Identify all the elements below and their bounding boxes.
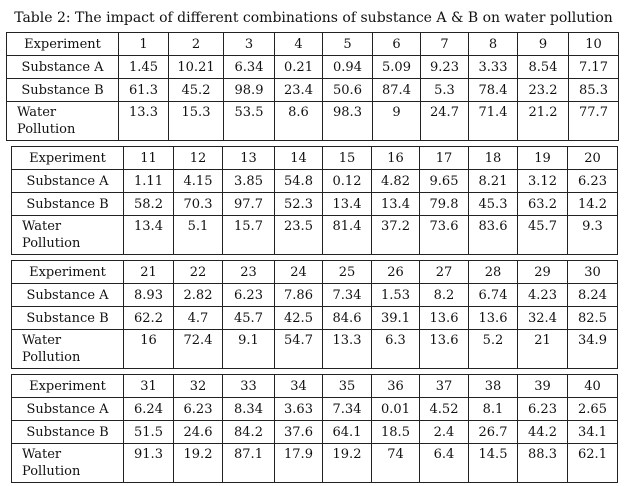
table-row-substance-a [12, 284, 618, 307]
table-row-water-pollution [12, 330, 618, 369]
table-cell: 39 [518, 375, 568, 398]
table-cell: 91.3 [124, 444, 174, 483]
row-label-experiment: Experiment [7, 33, 119, 56]
table-cell: 7.17 [569, 56, 619, 79]
row-label-water-pollution: Water Pollution [12, 330, 124, 369]
table-cell: 23.2 [518, 79, 569, 102]
table-cell: 21.2 [518, 102, 569, 141]
table-cell: 45.3 [469, 193, 518, 216]
table-cell: 19.2 [174, 444, 223, 483]
table-cell: 32.4 [518, 307, 568, 330]
table-cell: 28 [469, 261, 518, 284]
table-cell: 9 [373, 102, 421, 141]
table-cell: 16 [372, 147, 420, 170]
row-label-experiment: Experiment [12, 261, 124, 284]
table-cell: 87.4 [373, 79, 421, 102]
table-cell: 18.5 [372, 421, 420, 444]
table-cell: 62.1 [568, 444, 618, 483]
table-cell: 13.6 [420, 330, 469, 369]
table-cell: 35 [323, 375, 372, 398]
row-label-substance-b: Substance B [12, 307, 124, 330]
table-cell: 16 [124, 330, 174, 369]
table-cell: 38 [469, 375, 518, 398]
table-cell: 13.4 [372, 193, 420, 216]
table-cell: 24.7 [421, 102, 469, 141]
table-cell: 5.1 [174, 216, 223, 255]
table-cell: 6.4 [420, 444, 469, 483]
table-cell: 26 [372, 261, 420, 284]
table-cell: 2.4 [420, 421, 469, 444]
table-cell: 13.6 [469, 307, 518, 330]
row-label-water-pollution: Water Pollution [7, 102, 119, 141]
table-cell: 81.4 [323, 216, 372, 255]
row-label-substance-a: Substance A [12, 170, 124, 193]
table-cell: 45.2 [169, 79, 224, 102]
table-cell: 45.7 [223, 307, 275, 330]
table-row-water-pollution [7, 102, 619, 141]
table-cell: 0.12 [323, 170, 372, 193]
table-cell: 3 [224, 33, 275, 56]
table-cell: 6.23 [174, 398, 223, 421]
table-cell: 77.7 [569, 102, 619, 141]
table-row-substance-b [12, 193, 618, 216]
table-cell: 36 [372, 375, 420, 398]
table-cell: 8.93 [124, 284, 174, 307]
table-cell: 6.3 [372, 330, 420, 369]
table-cell: 4.52 [420, 398, 469, 421]
table-cell: 15 [323, 147, 372, 170]
table-cell: 0.21 [275, 56, 323, 79]
table-cell: 97.7 [223, 193, 275, 216]
table-cell: 14 [275, 147, 323, 170]
table-row-experiment [12, 147, 618, 170]
data-table-block-2 [11, 146, 618, 255]
table-cell: 6.23 [223, 284, 275, 307]
table-cell: 63.2 [518, 193, 568, 216]
table-cell: 7 [421, 33, 469, 56]
table-cell: 54.8 [275, 170, 323, 193]
table-cell: 9.3 [568, 216, 618, 255]
table-cell: 82.5 [568, 307, 618, 330]
table-cell: 23.4 [275, 79, 323, 102]
table-cell: 0.01 [372, 398, 420, 421]
table-cell: 2 [169, 33, 224, 56]
table-cell: 6.34 [224, 56, 275, 79]
table-cell: 4 [275, 33, 323, 56]
table-cell: 6.74 [469, 284, 518, 307]
table-cell: 64.1 [323, 421, 372, 444]
table-cell: 25 [323, 261, 372, 284]
table-cell: 98.3 [323, 102, 373, 141]
table-cell: 8.6 [275, 102, 323, 141]
table-cell: 37 [420, 375, 469, 398]
table-cell: 8.1 [469, 398, 518, 421]
table-cell: 6.23 [568, 170, 618, 193]
table-cell: 73.6 [420, 216, 469, 255]
table-cell: 58.2 [124, 193, 174, 216]
table-cell: 33 [223, 375, 275, 398]
table-cell: 5.09 [373, 56, 421, 79]
data-table-block-4 [11, 374, 618, 483]
table-cell: 39.1 [372, 307, 420, 330]
table-cell: 20 [568, 147, 618, 170]
table-cell: 34.9 [568, 330, 618, 369]
table-cell: 8.34 [223, 398, 275, 421]
table-row-experiment [12, 375, 618, 398]
table-cell: 26.7 [469, 421, 518, 444]
table-cell: 22 [174, 261, 223, 284]
table-cell: 19.2 [323, 444, 372, 483]
table-cell: 50.6 [323, 79, 373, 102]
table-cell: 42.5 [275, 307, 323, 330]
row-label-experiment: Experiment [12, 147, 124, 170]
table-row-experiment [12, 261, 618, 284]
table-cell: 4.23 [518, 284, 568, 307]
table-cell: 84.6 [323, 307, 372, 330]
table-cell: 62.2 [124, 307, 174, 330]
row-label-water-pollution: Water Pollution [12, 216, 124, 255]
row-label-substance-a: Substance A [12, 284, 124, 307]
data-table-block-3 [11, 260, 618, 369]
row-label-substance-a: Substance A [12, 398, 124, 421]
table-cell: 32 [174, 375, 223, 398]
table-cell: 72.4 [174, 330, 223, 369]
table-cell: 1 [119, 33, 169, 56]
row-label-water-pollution: Water Pollution [12, 444, 124, 483]
table-cell: 70.3 [174, 193, 223, 216]
table-cell: 9 [518, 33, 569, 56]
table-cell: 34.1 [568, 421, 618, 444]
table-cell: 10 [569, 33, 619, 56]
table-cell: 17 [420, 147, 469, 170]
table-row-substance-b [12, 307, 618, 330]
table-cell: 98.9 [224, 79, 275, 102]
table-cell: 2.82 [174, 284, 223, 307]
table-cell: 37.6 [275, 421, 323, 444]
table-cell: 13.3 [119, 102, 169, 141]
table-cell: 30 [568, 261, 618, 284]
table-cell: 14.2 [568, 193, 618, 216]
table-row-water-pollution [12, 444, 618, 483]
table-cell: 1.53 [372, 284, 420, 307]
table-cell: 40 [568, 375, 618, 398]
table-cell: 45.7 [518, 216, 568, 255]
table-cell: 23.5 [275, 216, 323, 255]
table-cell: 7.34 [323, 284, 372, 307]
table-cell: 8.24 [568, 284, 618, 307]
data-table-block-1 [6, 32, 619, 141]
table-cell: 10.21 [169, 56, 224, 79]
table-row-substance-a [12, 170, 618, 193]
table-cell: 8 [469, 33, 518, 56]
table-cell: 71.4 [469, 102, 518, 141]
row-label-substance-b: Substance B [7, 79, 119, 102]
table-cell: 7.86 [275, 284, 323, 307]
table-cell: 51.5 [124, 421, 174, 444]
table-cell: 78.4 [469, 79, 518, 102]
table-cell: 1.45 [119, 56, 169, 79]
table-cell: 2.65 [568, 398, 618, 421]
table-row-substance-b [7, 79, 619, 102]
table-cell: 0.94 [323, 56, 373, 79]
table-cell: 13.4 [323, 193, 372, 216]
table-row-experiment [7, 33, 619, 56]
table-cell: 7.34 [323, 398, 372, 421]
table-row-water-pollution [12, 216, 618, 255]
table-cell: 4.7 [174, 307, 223, 330]
table-cell: 3.33 [469, 56, 518, 79]
table-cell: 74 [372, 444, 420, 483]
table-cell: 1.11 [124, 170, 174, 193]
table-cell: 6 [373, 33, 421, 56]
table-cell: 87.1 [223, 444, 275, 483]
table-cell: 15.7 [223, 216, 275, 255]
table-cell: 44.2 [518, 421, 568, 444]
table-cell: 83.6 [469, 216, 518, 255]
table-cell: 5.2 [469, 330, 518, 369]
table-row-substance-a [12, 398, 618, 421]
row-label-experiment: Experiment [12, 375, 124, 398]
table-cell: 85.3 [569, 79, 619, 102]
table-cell: 11 [124, 147, 174, 170]
table-cell: 9.23 [421, 56, 469, 79]
row-label-substance-a: Substance A [7, 56, 119, 79]
table-cell: 29 [518, 261, 568, 284]
table-row-substance-a [7, 56, 619, 79]
table-cell: 21 [518, 330, 568, 369]
table-cell: 6.23 [518, 398, 568, 421]
table-cell: 24.6 [174, 421, 223, 444]
table-cell: 12 [174, 147, 223, 170]
table-cell: 9.65 [420, 170, 469, 193]
table-cell: 3.85 [223, 170, 275, 193]
row-label-substance-b: Substance B [12, 421, 124, 444]
table-cell: 8.21 [469, 170, 518, 193]
table-cell: 88.3 [518, 444, 568, 483]
table-cell: 13.3 [323, 330, 372, 369]
table-cell: 18 [469, 147, 518, 170]
table-cell: 17.9 [275, 444, 323, 483]
table-cell: 13.4 [124, 216, 174, 255]
table-caption: Table 2: The impact of different combinations of substance A & B on water pollution [14, 10, 613, 26]
table-cell: 37.2 [372, 216, 420, 255]
table-cell: 21 [124, 261, 174, 284]
table-cell: 8.2 [420, 284, 469, 307]
table-row-substance-b [12, 421, 618, 444]
table-cell: 5.3 [421, 79, 469, 102]
table-cell: 3.63 [275, 398, 323, 421]
table-cell: 79.8 [420, 193, 469, 216]
table-cell: 14.5 [469, 444, 518, 483]
table-cell: 24 [275, 261, 323, 284]
table-cell: 52.3 [275, 193, 323, 216]
table-cell: 4.15 [174, 170, 223, 193]
table-cell: 19 [518, 147, 568, 170]
table-cell: 53.5 [224, 102, 275, 141]
table-cell: 8.54 [518, 56, 569, 79]
table-cell: 4.82 [372, 170, 420, 193]
table-cell: 15.3 [169, 102, 224, 141]
table-cell: 31 [124, 375, 174, 398]
table-cell: 23 [223, 261, 275, 284]
table-cell: 27 [420, 261, 469, 284]
table-cell: 34 [275, 375, 323, 398]
table-cell: 5 [323, 33, 373, 56]
table-cell: 84.2 [223, 421, 275, 444]
table-cell: 13.6 [420, 307, 469, 330]
table-cell: 6.24 [124, 398, 174, 421]
table-cell: 13 [223, 147, 275, 170]
row-label-substance-b: Substance B [12, 193, 124, 216]
table-cell: 54.7 [275, 330, 323, 369]
table-cell: 3.12 [518, 170, 568, 193]
table-cell: 9.1 [223, 330, 275, 369]
table-cell: 61.3 [119, 79, 169, 102]
